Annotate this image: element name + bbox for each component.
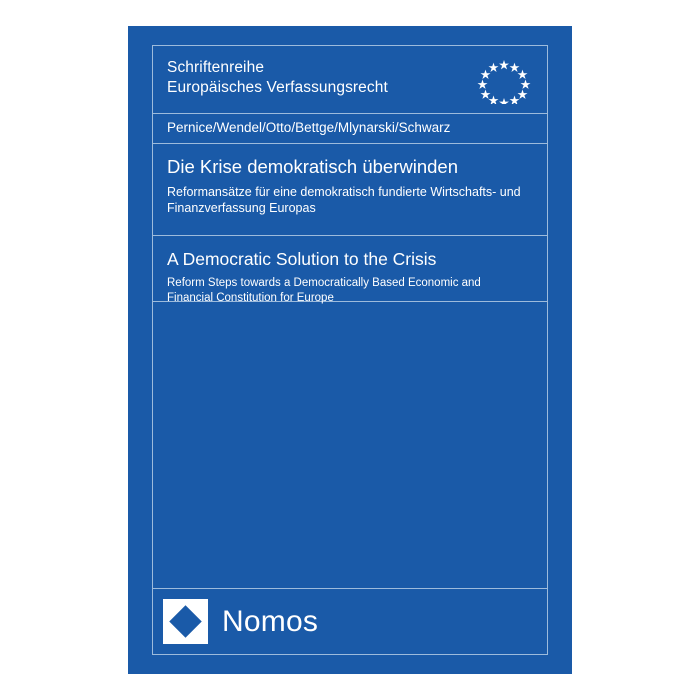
german-subtitle-line-2: Finanzverfassung Europas bbox=[167, 201, 316, 215]
english-subtitle-line-2: Financial Constitution for Europe bbox=[167, 292, 334, 304]
nomos-logo-icon bbox=[163, 599, 208, 644]
authors-list: Pernice/Wendel/Otto/Bettge/Mlynarski/Schwarz bbox=[167, 120, 451, 135]
series-band bbox=[153, 46, 547, 114]
eu-stars-icon bbox=[473, 58, 535, 104]
nomos-diamond-shape bbox=[169, 605, 202, 638]
authors-band bbox=[153, 114, 547, 144]
german-title: Die Krise demokratisch überwinden bbox=[167, 156, 458, 177]
book-cover bbox=[128, 26, 572, 674]
english-subtitle-line-1: Reform Steps towards a Democratically Based Economic and bbox=[167, 277, 481, 289]
series-title-line-2: Europäisches Verfassungsrecht bbox=[167, 79, 388, 96]
blank-band bbox=[153, 302, 547, 589]
publisher-name: Nomos bbox=[222, 604, 319, 638]
publisher-band bbox=[153, 589, 547, 654]
english-title-band bbox=[153, 236, 547, 302]
cover-frame bbox=[152, 45, 548, 655]
german-subtitle-line-1: Reformansätze für eine demokratisch fundierte Wirtschafts- und bbox=[167, 185, 521, 199]
german-title-band bbox=[153, 144, 547, 236]
english-title: A Democratic Solution to the Crisis bbox=[167, 249, 437, 269]
series-title-line-1: Schriftenreihe bbox=[167, 59, 265, 76]
